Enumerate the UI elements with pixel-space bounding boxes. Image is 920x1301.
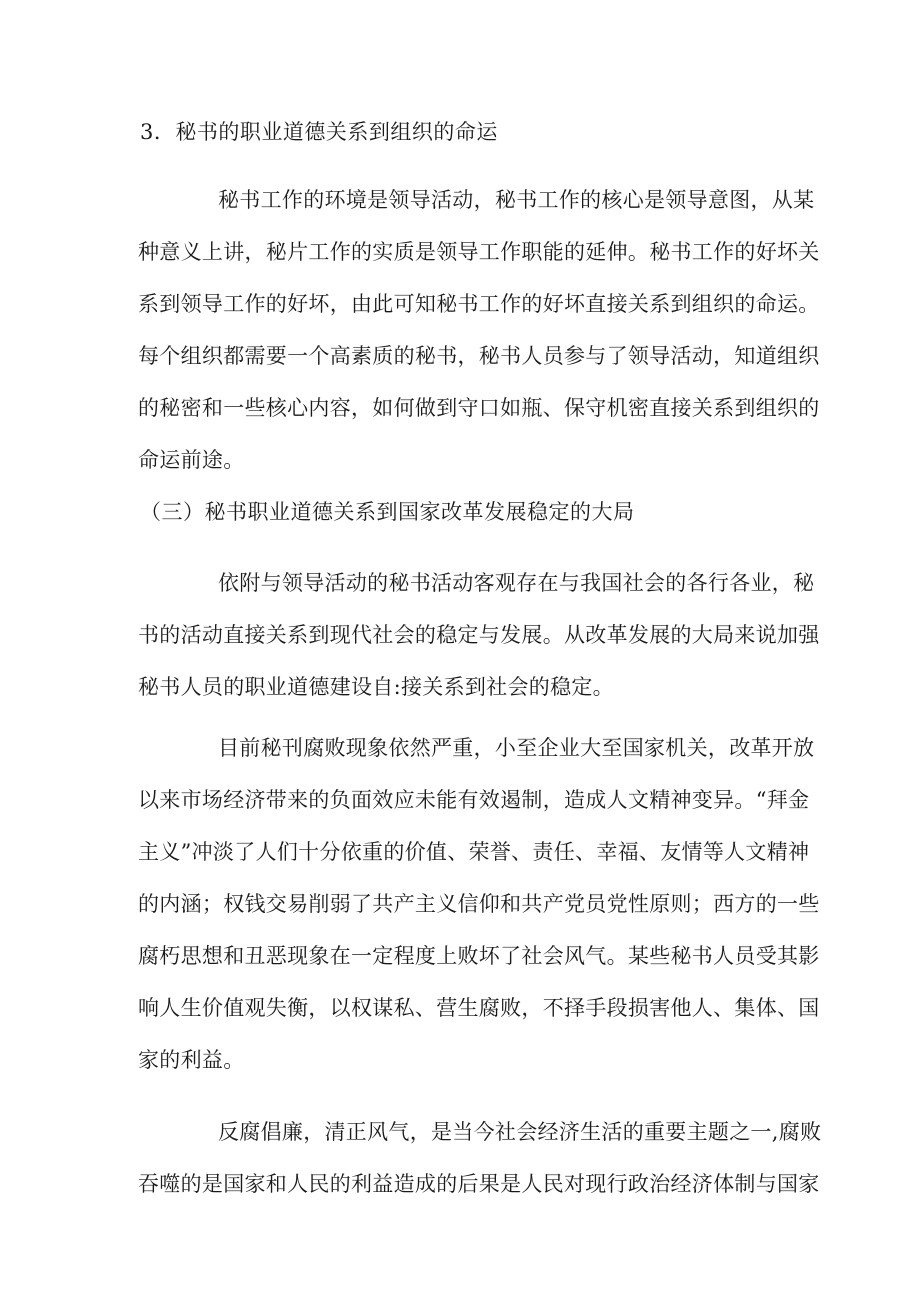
paragraph-secretary-work bbox=[138, 174, 820, 486]
paragraph-line: 系到领导工作的好坏，由此可知秘书工作的好坏直接关系到组织的命运。 bbox=[138, 292, 820, 316]
paragraph-line: 反腐倡廉，清正风气，是当今社会经济生活的重要主题之一,腐败 bbox=[218, 1120, 822, 1144]
paragraph-line: 秘书人员的职业道德建设自:接关系到社会的稳定。 bbox=[138, 675, 614, 699]
paragraph-line: 每个组织都需要一个高素质的秘书，秘书人员参与了领导活动，知道组织 bbox=[138, 344, 820, 368]
paragraph-line: 目前秘刊腐败现象依然严重，小至企业大至国家机关，改革开放 bbox=[218, 736, 815, 760]
paragraph-line: 的秘密和一些核心内容，如何做到守口如瓶、保守机密直接关系到组织的 bbox=[138, 396, 820, 420]
paragraph-line: 家的利益。 bbox=[138, 1048, 245, 1072]
paragraph-line: 书的活动直接关系到现代社会的稳定与发展。从改革发展的大局来说加强 bbox=[138, 623, 820, 647]
paragraph-line: 秘书工作的环境是领导活动，秘书工作的核心是领导意图，从某 bbox=[218, 188, 815, 212]
paragraph-line: 吞噬的是国家和人民的利益造成的后果是人民对现行政治经济体制与国家 bbox=[138, 1172, 820, 1196]
paragraph-corruption bbox=[138, 722, 820, 1086]
paragraph-reform-development bbox=[138, 557, 820, 713]
paragraph-line: 响人生价值观失衡，以权谋私、营生腐败，不择手段损害他人、集体、国 bbox=[138, 996, 820, 1020]
paragraph-line: 命运前途。 bbox=[138, 448, 245, 472]
paragraph-line: 以来市场经济带来的负面效应未能有效遏制，造成人文精神变异。“拜金 bbox=[138, 788, 810, 812]
paragraph-line: 依附与领导活动的秘书活动客观存在与我国社会的各行各业，秘 bbox=[218, 571, 815, 595]
paragraph-line: 主义”冲淡了人们十分依重的价值、荣誉、责任、幸福、友情等人文精神 bbox=[138, 840, 810, 864]
heading-section-three: （三）秘书职业道德关系到国家改革发展稳定的大局 bbox=[140, 500, 635, 524]
paragraph-line: 种意义上讲，秘片工作的实质是领导工作职能的延伸。秘书工作的好坏关 bbox=[138, 240, 820, 264]
paragraph-line: 的内涵；权钱交易削弱了共产主义信仰和共产党员党性原则；西方的一些 bbox=[138, 892, 820, 916]
paragraph-line: 腐朽思想和丑恶现象在一定程度上败坏了社会风气。某些秘书人员受其影 bbox=[138, 944, 820, 968]
paragraph-anti-corruption bbox=[138, 1106, 822, 1210]
heading-organization-fate: 3．秘书的职业道德关系到组织的命运 bbox=[140, 120, 498, 144]
